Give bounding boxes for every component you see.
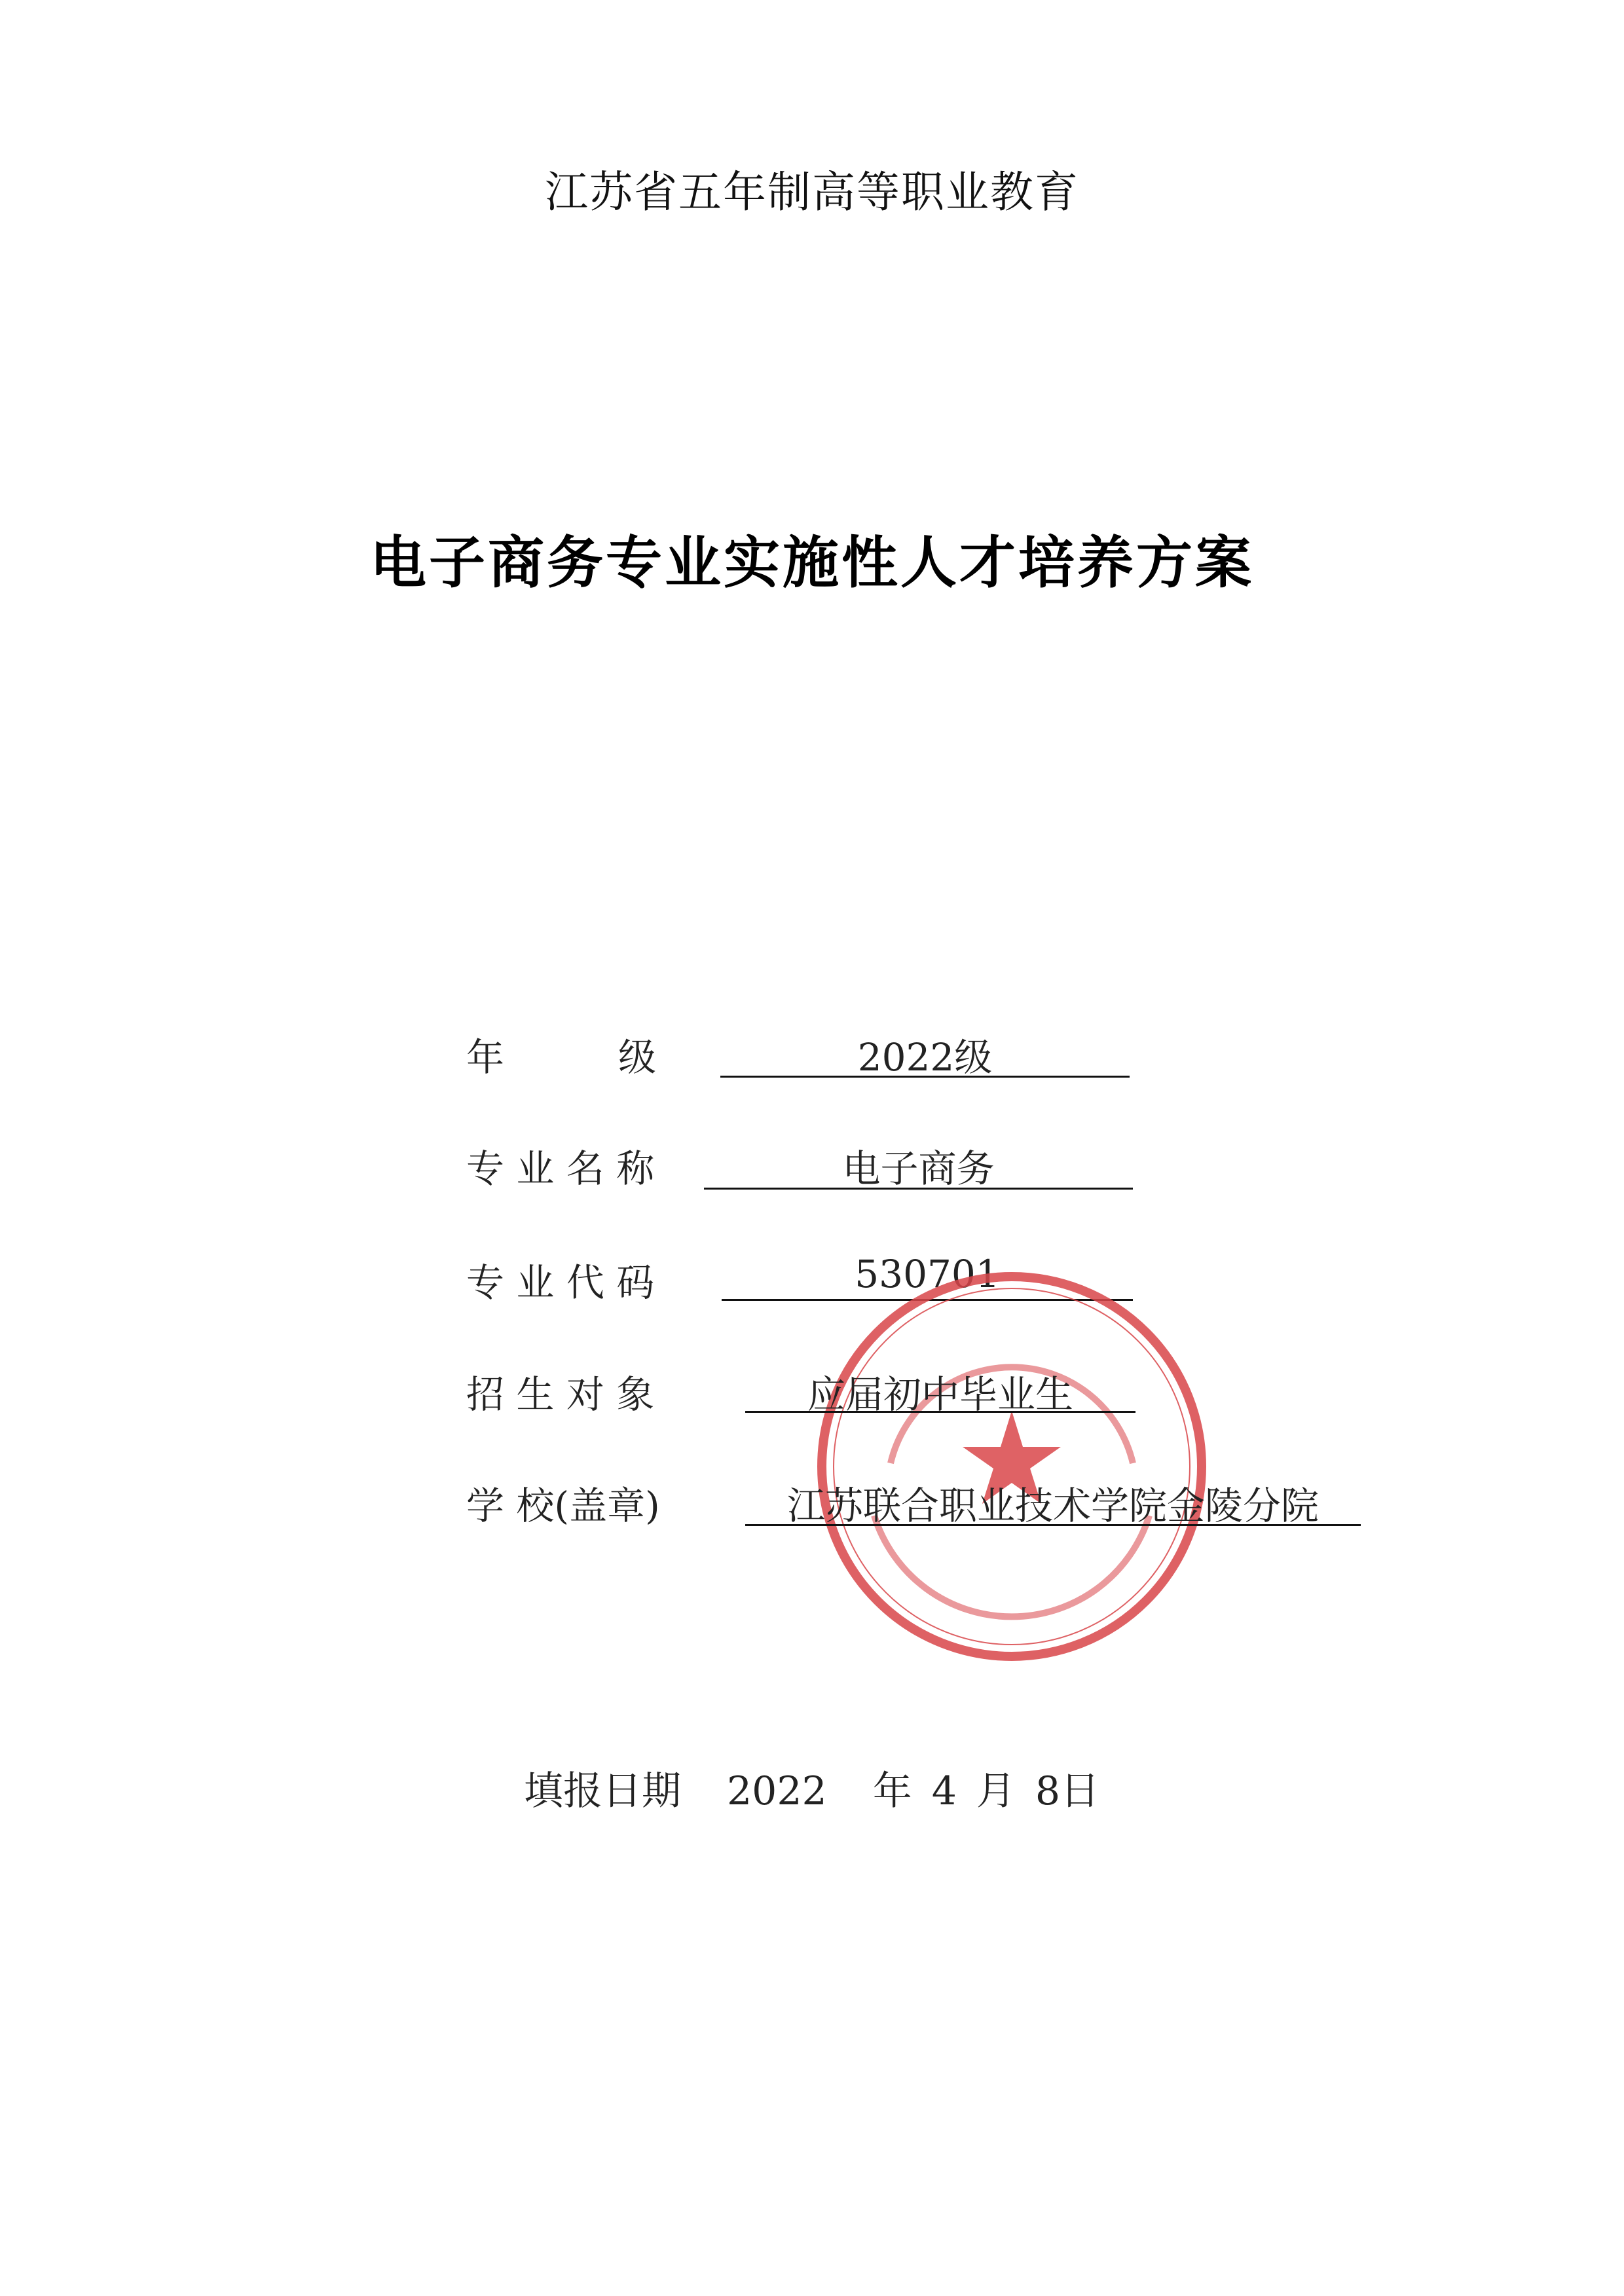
fill-date-day: 8 bbox=[1035, 1768, 1061, 1814]
school-value: 江苏联合职业技术学院金陵分院 bbox=[786, 1484, 1319, 1528]
school-underline bbox=[745, 1524, 1361, 1526]
fill-date-month-unit: 月 bbox=[976, 1768, 1016, 1814]
fill-date-year-unit: 年 bbox=[872, 1768, 912, 1814]
major-code-label: 专 业 代 码 bbox=[466, 1260, 655, 1305]
fill-date-day-unit: 日 bbox=[1060, 1768, 1100, 1814]
institution-header: 江苏省五年制高等职业教育 bbox=[545, 167, 1079, 217]
major-name-value: 电子商务 bbox=[842, 1146, 995, 1191]
fill-date bbox=[524, 1760, 1099, 1816]
school-label: 学 校(盖章) bbox=[466, 1484, 660, 1528]
enrollment-label: 招 生 对 象 bbox=[466, 1372, 655, 1417]
major-code-value: 530701 bbox=[855, 1252, 1000, 1296]
grade-label: 年 级 bbox=[466, 1035, 657, 1080]
fill-date-month: 4 bbox=[931, 1768, 957, 1814]
official-seal bbox=[812, 1267, 1211, 1666]
grade-underline bbox=[720, 1076, 1130, 1078]
document-title: 电子商务专业实施性人才培养方案 bbox=[370, 530, 1254, 596]
enrollment-underline bbox=[745, 1411, 1135, 1413]
fill-date-year: 2022 bbox=[727, 1768, 827, 1814]
major-name-underline bbox=[704, 1188, 1133, 1190]
major-name-label: 专 业 名 称 bbox=[466, 1146, 655, 1191]
grade-value: 2022级 bbox=[857, 1035, 993, 1080]
enrollment-value: 应届初中毕业生 bbox=[807, 1372, 1073, 1417]
fill-date-label: 填报日期 bbox=[524, 1768, 681, 1814]
